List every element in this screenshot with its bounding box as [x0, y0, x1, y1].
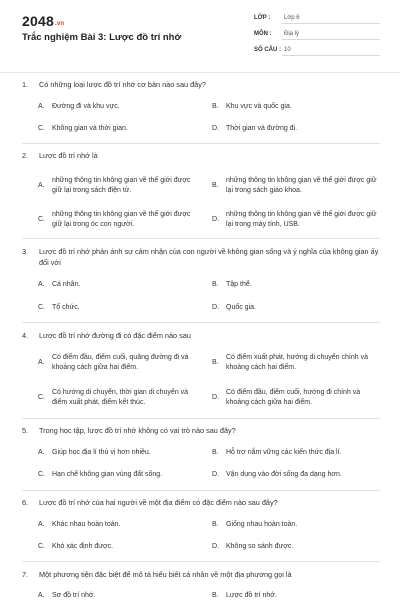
question-separator [22, 322, 380, 323]
option-text: Cá nhân. [52, 281, 81, 288]
option-letter: B. [212, 182, 219, 189]
question-separator [22, 418, 380, 419]
question-text [22, 569, 382, 580]
question-stem: Có những loại lược đồ trí nhớ cơ bản nào sau đây? [39, 80, 206, 89]
question-text [22, 79, 382, 90]
option-c[interactable] [38, 303, 198, 313]
option-text: Không gian và thời gian. [52, 125, 128, 132]
option-text: những thông tin không gian về thế giới được giữ lại trong sách điện tử. [52, 177, 191, 194]
option-text: Vận dụng vào đời sống đa dạng hơn. [226, 471, 342, 478]
meta-underline [282, 39, 380, 40]
meta-value: Địa lý [284, 31, 300, 37]
option-b[interactable] [212, 280, 377, 290]
option-text: những thông tin không gian về thế giới được giữ lại trong óc con người. [52, 211, 191, 228]
question-text [22, 246, 382, 268]
question-number: 4. [22, 331, 29, 340]
option-letter: C. [38, 394, 45, 401]
option-letter: A. [38, 103, 45, 110]
option-c[interactable] [38, 124, 198, 134]
option-text: Giúp học địa lí thú vị hơn nhiều. [52, 449, 151, 456]
option-letter: A. [38, 449, 45, 456]
option-text: Không so sánh được. [226, 543, 294, 550]
option-letter: D. [212, 125, 219, 132]
question-number: 2. [22, 151, 29, 160]
option-letter: D. [212, 394, 219, 401]
option-c[interactable] [38, 470, 198, 480]
question-stem: Trong học tập, lược đồ trí nhớ không có vai trò nào sau đây? [39, 426, 236, 435]
question-number: 5. [22, 426, 29, 435]
option-d[interactable] [212, 303, 377, 313]
option-letter: C. [38, 471, 45, 478]
logo-suffix: .vn [54, 21, 65, 27]
option-letter: D. [212, 543, 219, 550]
worksheet-title: Trắc nghiệm Bài 3: Lược đồ trí nhớ [22, 32, 182, 43]
meta-underline [282, 23, 380, 24]
option-b[interactable] [212, 102, 377, 112]
question-number: 6. [22, 498, 29, 507]
option-a[interactable] [38, 176, 198, 196]
option-letter: B. [212, 449, 219, 456]
question-stem: Lược đồ trí nhớ là [39, 151, 98, 160]
option-letter: A. [38, 359, 45, 366]
option-b[interactable] [212, 353, 377, 373]
option-letter: D. [212, 471, 219, 478]
option-b[interactable] [212, 520, 377, 530]
option-d[interactable] [212, 388, 377, 408]
option-letter: B. [212, 103, 219, 110]
option-text: Khó xác định được. [52, 543, 114, 550]
question-stem: Một phương tiện đặc biệt để mô tả hiểu biết cá nhân về một địa phương gọi là [39, 570, 292, 579]
question-stem: Lược đồ trí nhớ đường đi có đặc điểm nào sau [39, 331, 191, 340]
option-text: Có hướng di chuyển, thời gian di chuyển và điểm xuất phát, điểm kết thúc. [52, 389, 189, 406]
option-text: Giống nhau hoàn toàn. [226, 521, 298, 528]
question-separator [22, 143, 380, 144]
option-a[interactable] [38, 520, 198, 530]
option-letter: A. [38, 281, 45, 288]
meta-value: Lớp 6 [284, 15, 300, 21]
option-c[interactable] [38, 542, 198, 552]
option-b[interactable] [212, 176, 377, 196]
site-logo[interactable] [22, 13, 64, 29]
option-c[interactable] [38, 210, 198, 230]
meta-key: LỚP : [254, 15, 271, 21]
question-stem: Lược đồ trí nhớ phản ánh sự cảm nhận của con người về không gian sống và ý nghĩa của không gian ấy đối với [39, 247, 379, 267]
option-letter: A. [38, 521, 45, 528]
option-text: Thời gian và đường đi. [226, 125, 298, 132]
option-text: Khu vực và quốc gia. [226, 103, 292, 110]
option-letter: B. [212, 592, 219, 599]
option-letter: D. [212, 216, 219, 223]
option-text: Hạn chế không gian vùng đất sống. [52, 471, 163, 478]
option-text: những thông tin không gian về thế giới được giữ lại trong sách giáo khoa. [226, 177, 377, 194]
option-d[interactable] [212, 124, 377, 134]
option-d[interactable] [212, 542, 377, 552]
option-letter: B. [212, 521, 219, 528]
option-a[interactable] [38, 448, 198, 458]
question-separator [22, 490, 380, 491]
option-letter: A. [38, 592, 45, 599]
option-text: Tổ chức. [52, 304, 80, 311]
option-letter: C. [38, 543, 45, 550]
logo-text: 2048 [22, 13, 54, 29]
option-d[interactable] [212, 210, 377, 230]
option-d[interactable] [212, 470, 377, 480]
option-b[interactable] [212, 448, 377, 458]
question-text [22, 150, 382, 161]
question-number: 7. [22, 570, 29, 579]
option-a[interactable] [38, 280, 198, 290]
question-text [22, 425, 382, 436]
option-text: Quốc gia. [226, 304, 256, 311]
option-text: Có điểm xuất phát, hướng di chuyển chính và khoảng cách hai điểm. [226, 354, 368, 371]
meta-underline [282, 55, 380, 56]
option-text: những thông tin không gian về thế giới được giữ lại trong máy tính, USB. [226, 211, 377, 228]
question-number: 1. [22, 80, 29, 89]
option-letter: C. [38, 125, 45, 132]
option-a[interactable] [38, 353, 198, 373]
option-text: Hỗ trợ nắm vững các kiến thức địa lí. [226, 449, 342, 456]
option-letter: B. [212, 359, 219, 366]
meta-key: MÔN : [254, 31, 272, 37]
meta-value: 10 [284, 47, 291, 53]
question-text [22, 330, 382, 341]
question-number: 3. [22, 247, 29, 256]
question-text [22, 497, 382, 508]
option-letter: A. [38, 182, 45, 189]
option-letter: C. [38, 216, 45, 223]
meta-key: SỐ CÂU : [254, 47, 281, 53]
question-separator [22, 561, 380, 562]
option-text: Có điểm đầu, điểm cuối, hướng đi chính và khoảng cách giữa hai điểm. [226, 389, 361, 406]
worksheet-header [0, 0, 400, 72]
question-stem: Lược đồ trí nhớ của hai người về một địa điểm có đặc điểm nào sau đây? [39, 498, 278, 507]
option-text: Có điểm đầu, điểm cuối, quãng đường đi và khoảng cách giữa hai điểm. [52, 354, 189, 371]
option-letter: B. [212, 281, 219, 288]
header-divider [0, 72, 400, 73]
option-c[interactable] [38, 388, 198, 408]
option-a[interactable] [38, 102, 198, 112]
option-letter: C. [38, 304, 45, 311]
option-letter: D. [212, 304, 219, 311]
option-text: Đường đi và khu vực. [52, 103, 120, 110]
option-text: Tập thể. [226, 281, 252, 288]
option-text: Lược đồ trí nhớ. [226, 592, 277, 599]
option-text: Sơ đồ trí nhớ. [52, 592, 96, 599]
question-separator [22, 238, 380, 239]
option-text: Khác nhau hoàn toàn. [52, 521, 121, 528]
